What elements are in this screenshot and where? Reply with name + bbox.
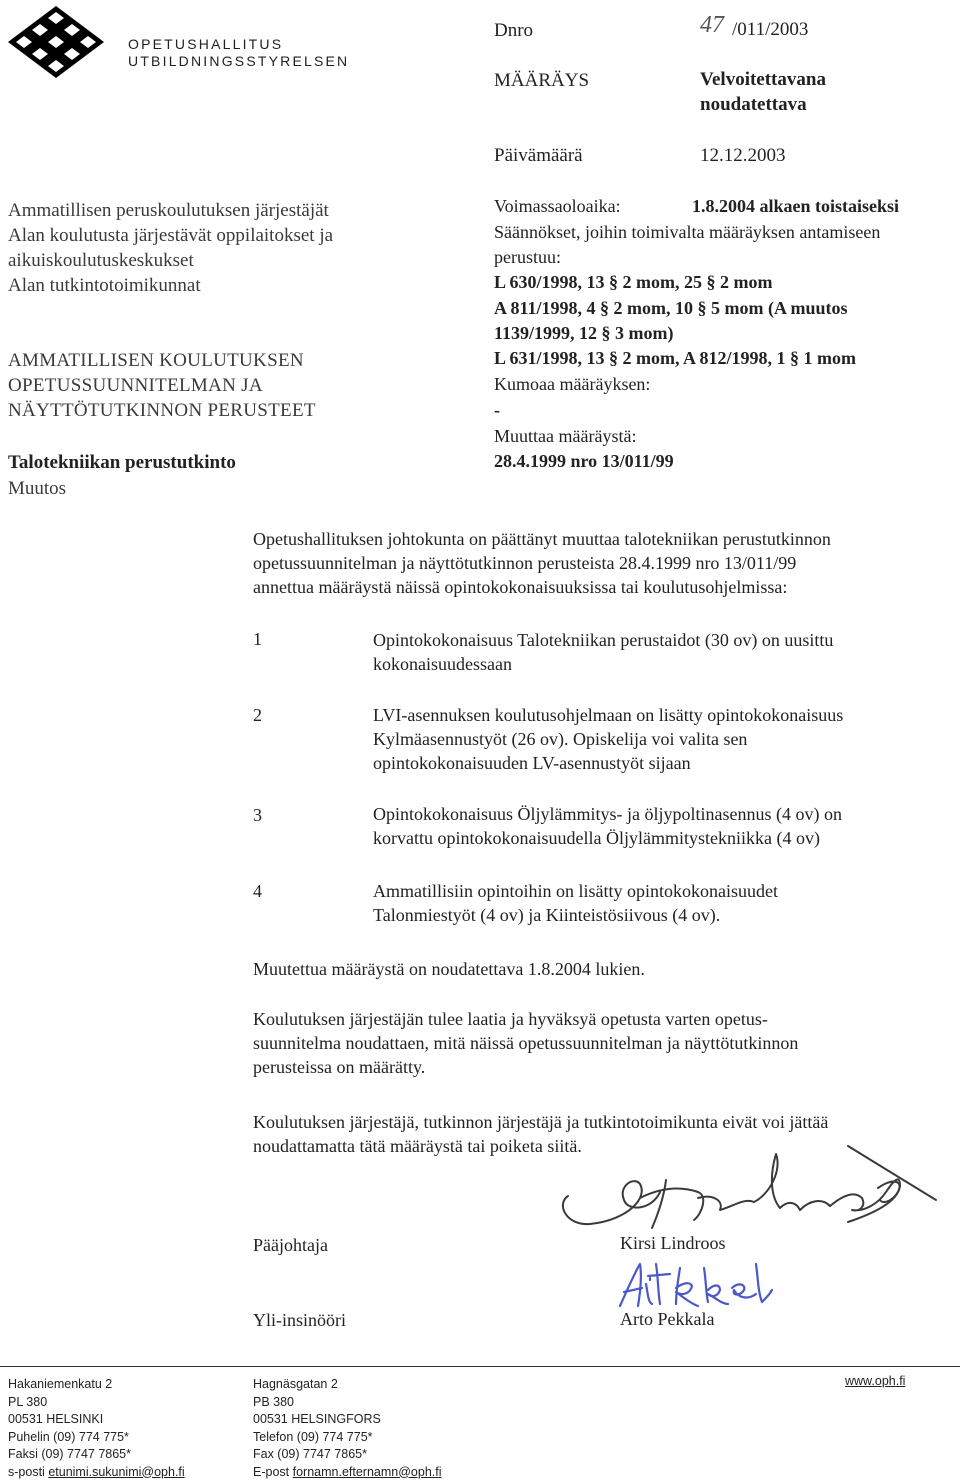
footer-email-link-fi[interactable]: etunimi.sukunimi@oph.fi	[48, 1464, 185, 1479]
item-line: Kylmäasennustyöt (26 ov). Opiskelija voi valita sen	[373, 729, 748, 749]
binding-line-2: noudatettava	[700, 94, 807, 115]
item-number: 4	[253, 881, 262, 901]
regulation-line: A 811/1998, 4 § 2 mom, 10 § 5 mom (A muutos	[494, 298, 848, 318]
footer-email-label: E-post	[253, 1464, 290, 1479]
footer-line: Hagnäsgatan 2	[253, 1377, 338, 1391]
regulation-line: L 630/1998, 13 § 2 mom, 25 § 2 mom	[494, 272, 773, 292]
paragraph-line: noudattamatta tätä määräystä tai poiketa siitä.	[253, 1136, 582, 1156]
footer-email-line-sv	[253, 1464, 442, 1482]
signatory-title-1: Pääjohtaja	[253, 1235, 328, 1255]
item-line: korvattu opintokokonaisuudella Öljylämmitystekniikka (4 ov)	[373, 828, 820, 848]
curriculum-paragraph	[253, 1007, 958, 1079]
footer-address-fi	[8, 1376, 185, 1481]
item-line: Ammatillisiin opintoihin on lisätty opintokokonaisuudet	[373, 881, 778, 901]
org-name-fi: OPETUSHALLITUS	[128, 36, 284, 52]
footer-email-line-fi	[8, 1464, 185, 1482]
footer-line: 00531 HELSINGFORS	[253, 1412, 381, 1426]
footer-line: Hakaniemenkatu 2	[8, 1377, 113, 1391]
item-line: LVI-asennuksen koulutusohjelmaan on lisätty opintokokonaisuus	[373, 705, 844, 725]
item-number: 1	[253, 629, 262, 649]
dnro-value: /011/2003	[732, 19, 809, 40]
repeals-label: Kumoaa määräyksen:	[494, 374, 651, 394]
dnro-handwritten-number: 47	[700, 12, 724, 38]
intro-line: opetussuunnitelman ja näyttötutkinnon perusteista 28.4.1999 nro 13/011/99	[253, 553, 797, 573]
footer-line: PL 380	[8, 1394, 48, 1409]
regulation-line: 1139/1999, 12 § 3 mom)	[494, 323, 674, 343]
signature-kirsi-lindroos	[548, 1140, 948, 1240]
item-line: Talonmiestyöt (4 ov) ja Kiinteistösiivous (4 ov).	[373, 905, 721, 925]
footer-line: 00531 HELSINKI	[8, 1412, 104, 1426]
intro-paragraph	[253, 527, 958, 599]
item-text	[373, 703, 958, 775]
recipient-line: Ammatillisen peruskoulutuksen järjestäjät	[8, 200, 329, 221]
date-label: Päivämäärä	[494, 145, 583, 166]
item-line: Opintokokonaisuus Öljylämmitys- ja öljypoltinasennus (4 ov) on	[373, 804, 842, 824]
effective-date-statement: Muutettua määräystä on noudatettava 1.8.2004 lukien.	[253, 959, 645, 979]
recipient-line: aikuiskoulutuskeskukset	[8, 250, 194, 271]
intro-line: annettua määräystä näissä opintokokonaisuuksissa tai koulutusohjelmissa:	[253, 577, 788, 597]
paragraph-line: Koulutuksen järjestäjä, tutkinnon järjestäjä ja tutkintotoimikunta eivät voi jättää	[253, 1112, 829, 1132]
footer-address-sv	[253, 1376, 442, 1481]
binding-line-1: Velvoitettavana	[700, 69, 826, 90]
subject-heading	[8, 348, 316, 423]
footer-line: Fax (09) 7747 7865*	[253, 1447, 367, 1461]
item-number: 2	[253, 705, 262, 725]
oph-logo	[8, 6, 104, 78]
footer-email-label: s-posti	[8, 1464, 45, 1479]
footer-line: Puhelin (09) 774 775*	[8, 1429, 129, 1444]
regulation-line: L 631/1998, 13 § 2 mom, A 812/1998, 1 § 1 mom	[494, 348, 857, 368]
subject-line: OPETUSSUUNNITELMAN JA	[8, 375, 263, 396]
amends-label: Muuttaa määräystä:	[494, 426, 637, 446]
amends-value: 28.4.1999 nro 13/011/99	[494, 451, 674, 471]
degree-title: Talotekniikan perustutkinto	[8, 452, 236, 473]
regulations-label-1: Säännökset, joihin toimivalta määräyksen antamiseen	[494, 222, 881, 242]
signatory-name-2: Arto Pekkala	[620, 1309, 715, 1329]
recipient-line: Alan tutkintotoimikunnat	[8, 275, 201, 296]
org-name-sv: UTBILDNINGSSTYRELSEN	[128, 53, 350, 69]
dnro-label: Dnro	[494, 20, 534, 41]
item-text	[373, 879, 958, 927]
footer-website-link[interactable]: www.oph.fi	[845, 1374, 906, 1388]
date-value: 12.12.2003	[700, 145, 786, 166]
item-line: opintokokonaisuuden LV-asennustyöt sijaan	[373, 753, 691, 773]
signatory-title-2: Yli-insinööri	[253, 1310, 346, 1330]
validity-value: 1.8.2004 alkaen toistaiseksi	[692, 196, 900, 216]
item-text	[373, 802, 958, 850]
recipients-list	[8, 198, 333, 298]
subject-line: NÄYTTÖTUTKINNON PERUSTEET	[8, 400, 316, 421]
footer-line: Telefon (09) 774 775*	[253, 1429, 373, 1444]
paragraph-line: perusteissa on määrätty.	[253, 1057, 426, 1077]
repeals-value: -	[494, 400, 500, 420]
footer-email-link-sv[interactable]: fornamn.efternamn@oph.fi	[292, 1464, 442, 1479]
paragraph-line: suunnitelma noudattaen, mitä näissä opetussuunnitelman ja näyttötutkinnon	[253, 1033, 799, 1053]
footer-divider	[0, 1366, 960, 1367]
signatory-name-1: Kirsi Lindroos	[620, 1233, 726, 1253]
paragraph-line: Koulutuksen järjestäjän tulee laatia ja hyväksyä opetusta varten opetus-	[253, 1009, 768, 1029]
degree-subtitle: Muutos	[8, 478, 67, 499]
footer-line: Faksi (09) 7747 7865*	[8, 1447, 131, 1461]
footer-line: PB 380	[253, 1394, 295, 1409]
item-text	[373, 628, 958, 676]
intro-line: Opetushallituksen johtokunta on päättänyt muuttaa talotekniikan perustutkinnon	[253, 529, 831, 549]
validity-label: Voimassaoloaika:	[494, 196, 621, 216]
item-number: 3	[253, 805, 262, 825]
subject-line: AMMATILLISEN KOULUTUKSEN	[8, 350, 304, 371]
item-line: Opintokokonaisuus Talotekniikan perustaidot (30 ov) on uusittu	[373, 630, 834, 650]
regulations-label-2: perustuu:	[494, 247, 561, 267]
item-line: kokonaisuudessaan	[373, 654, 512, 674]
recipient-line: Alan koulutusta järjestävät oppilaitokset ja	[8, 225, 334, 246]
document-type: MÄÄRÄYS	[494, 70, 590, 91]
